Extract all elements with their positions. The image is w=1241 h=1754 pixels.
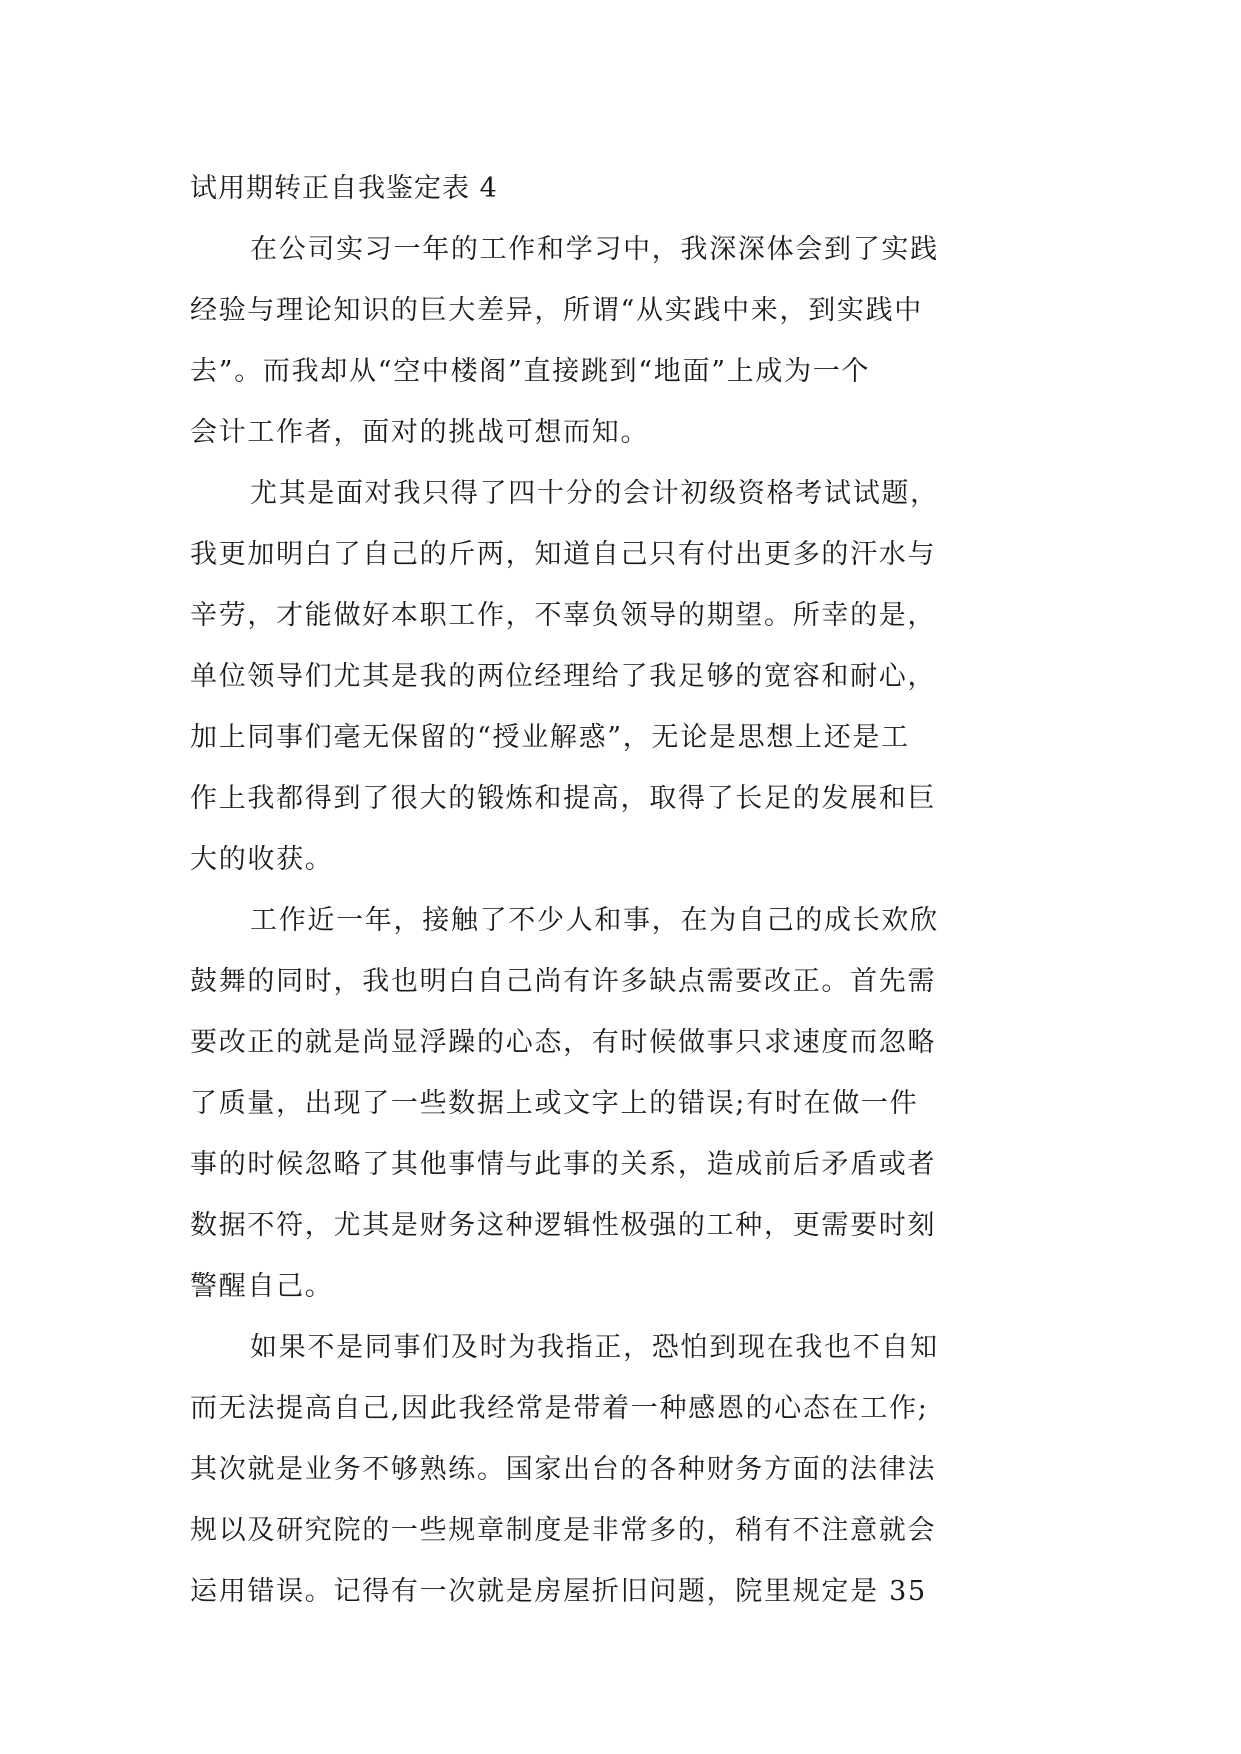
text-line: 作上我都得到了很大的锻炼和提高，取得了长足的发展和巨 <box>190 783 937 814</box>
text-line: 加上同事们毫无保留的“授业解惑”，无论是思想上还是工 <box>190 722 910 753</box>
text-line: 事的时候忽略了其他事情与此事的关系，造成前后矛盾或者 <box>190 1149 937 1180</box>
text-line: 数据不符，尤其是财务这种逻辑性极强的工种，更需要时刻 <box>190 1210 937 1241</box>
text-line: 尤其是面对我只得了四十分的会计初级资格考试试题， <box>250 478 939 509</box>
text-line: 工作近一年，接触了不少人和事，在为自己的成长欢欣 <box>250 905 939 936</box>
text-line: 要改正的就是尚显浮躁的心态，有时候做事只求速度而忽略 <box>190 1027 937 1058</box>
text-line: 大的收获。 <box>190 844 334 875</box>
text-line: 鼓舞的同时，我也明白自己尚有许多缺点需要改正。首先需 <box>190 966 937 997</box>
document-title: 试用期转正自我鉴定表 4 <box>190 173 498 204</box>
text-line: 我更加明白了自己的斤两，知道自己只有付出更多的汗水与 <box>190 539 937 570</box>
text-line: 单位领导们尤其是我的两位经理给了我足够的宽容和耐心， <box>190 661 937 692</box>
text-line: 如果不是同事们及时为我指正，恐怕到现在我也不自知 <box>250 1332 939 1363</box>
document-body <box>190 158 1050 1622</box>
text-line: 在公司实习一年的工作和学习中，我深深体会到了实践 <box>250 234 939 265</box>
text-line: 经验与理论知识的巨大差异，所谓“从实践中来，到实践中 <box>190 295 924 326</box>
text-line: 而无法提高自己,因此我经常是带着一种感恩的心态在工作; <box>190 1393 929 1424</box>
text-line: 去”。而我却从“空中楼阁”直接跳到“地面”上成为一个 <box>190 356 871 387</box>
paragraph-internship-experience <box>190 219 1050 463</box>
text-line: 规以及研究院的一些规章制度是非常多的，稍有不注意就会 <box>190 1515 937 1546</box>
paragraph-colleague-correction <box>190 1317 1050 1622</box>
text-line: 其次就是业务不够熟练。国家出台的各种财务方面的法律法 <box>190 1454 937 1485</box>
paragraph-shortcomings <box>190 890 1050 1317</box>
text-line: 辛劳，才能做好本职工作，不辜负领导的期望。所幸的是， <box>190 600 937 631</box>
text-line: 警醒自己。 <box>190 1271 334 1302</box>
paragraph-exam-and-growth <box>190 463 1050 890</box>
text-line: 了质量，出现了一些数据上或文字上的错误;有时在做一件 <box>190 1088 919 1119</box>
text-line: 会计工作者，面对的挑战可想而知。 <box>190 417 650 448</box>
text-line: 运用错误。记得有一次就是房屋折旧问题，院里规定是 35 <box>190 1576 927 1607</box>
